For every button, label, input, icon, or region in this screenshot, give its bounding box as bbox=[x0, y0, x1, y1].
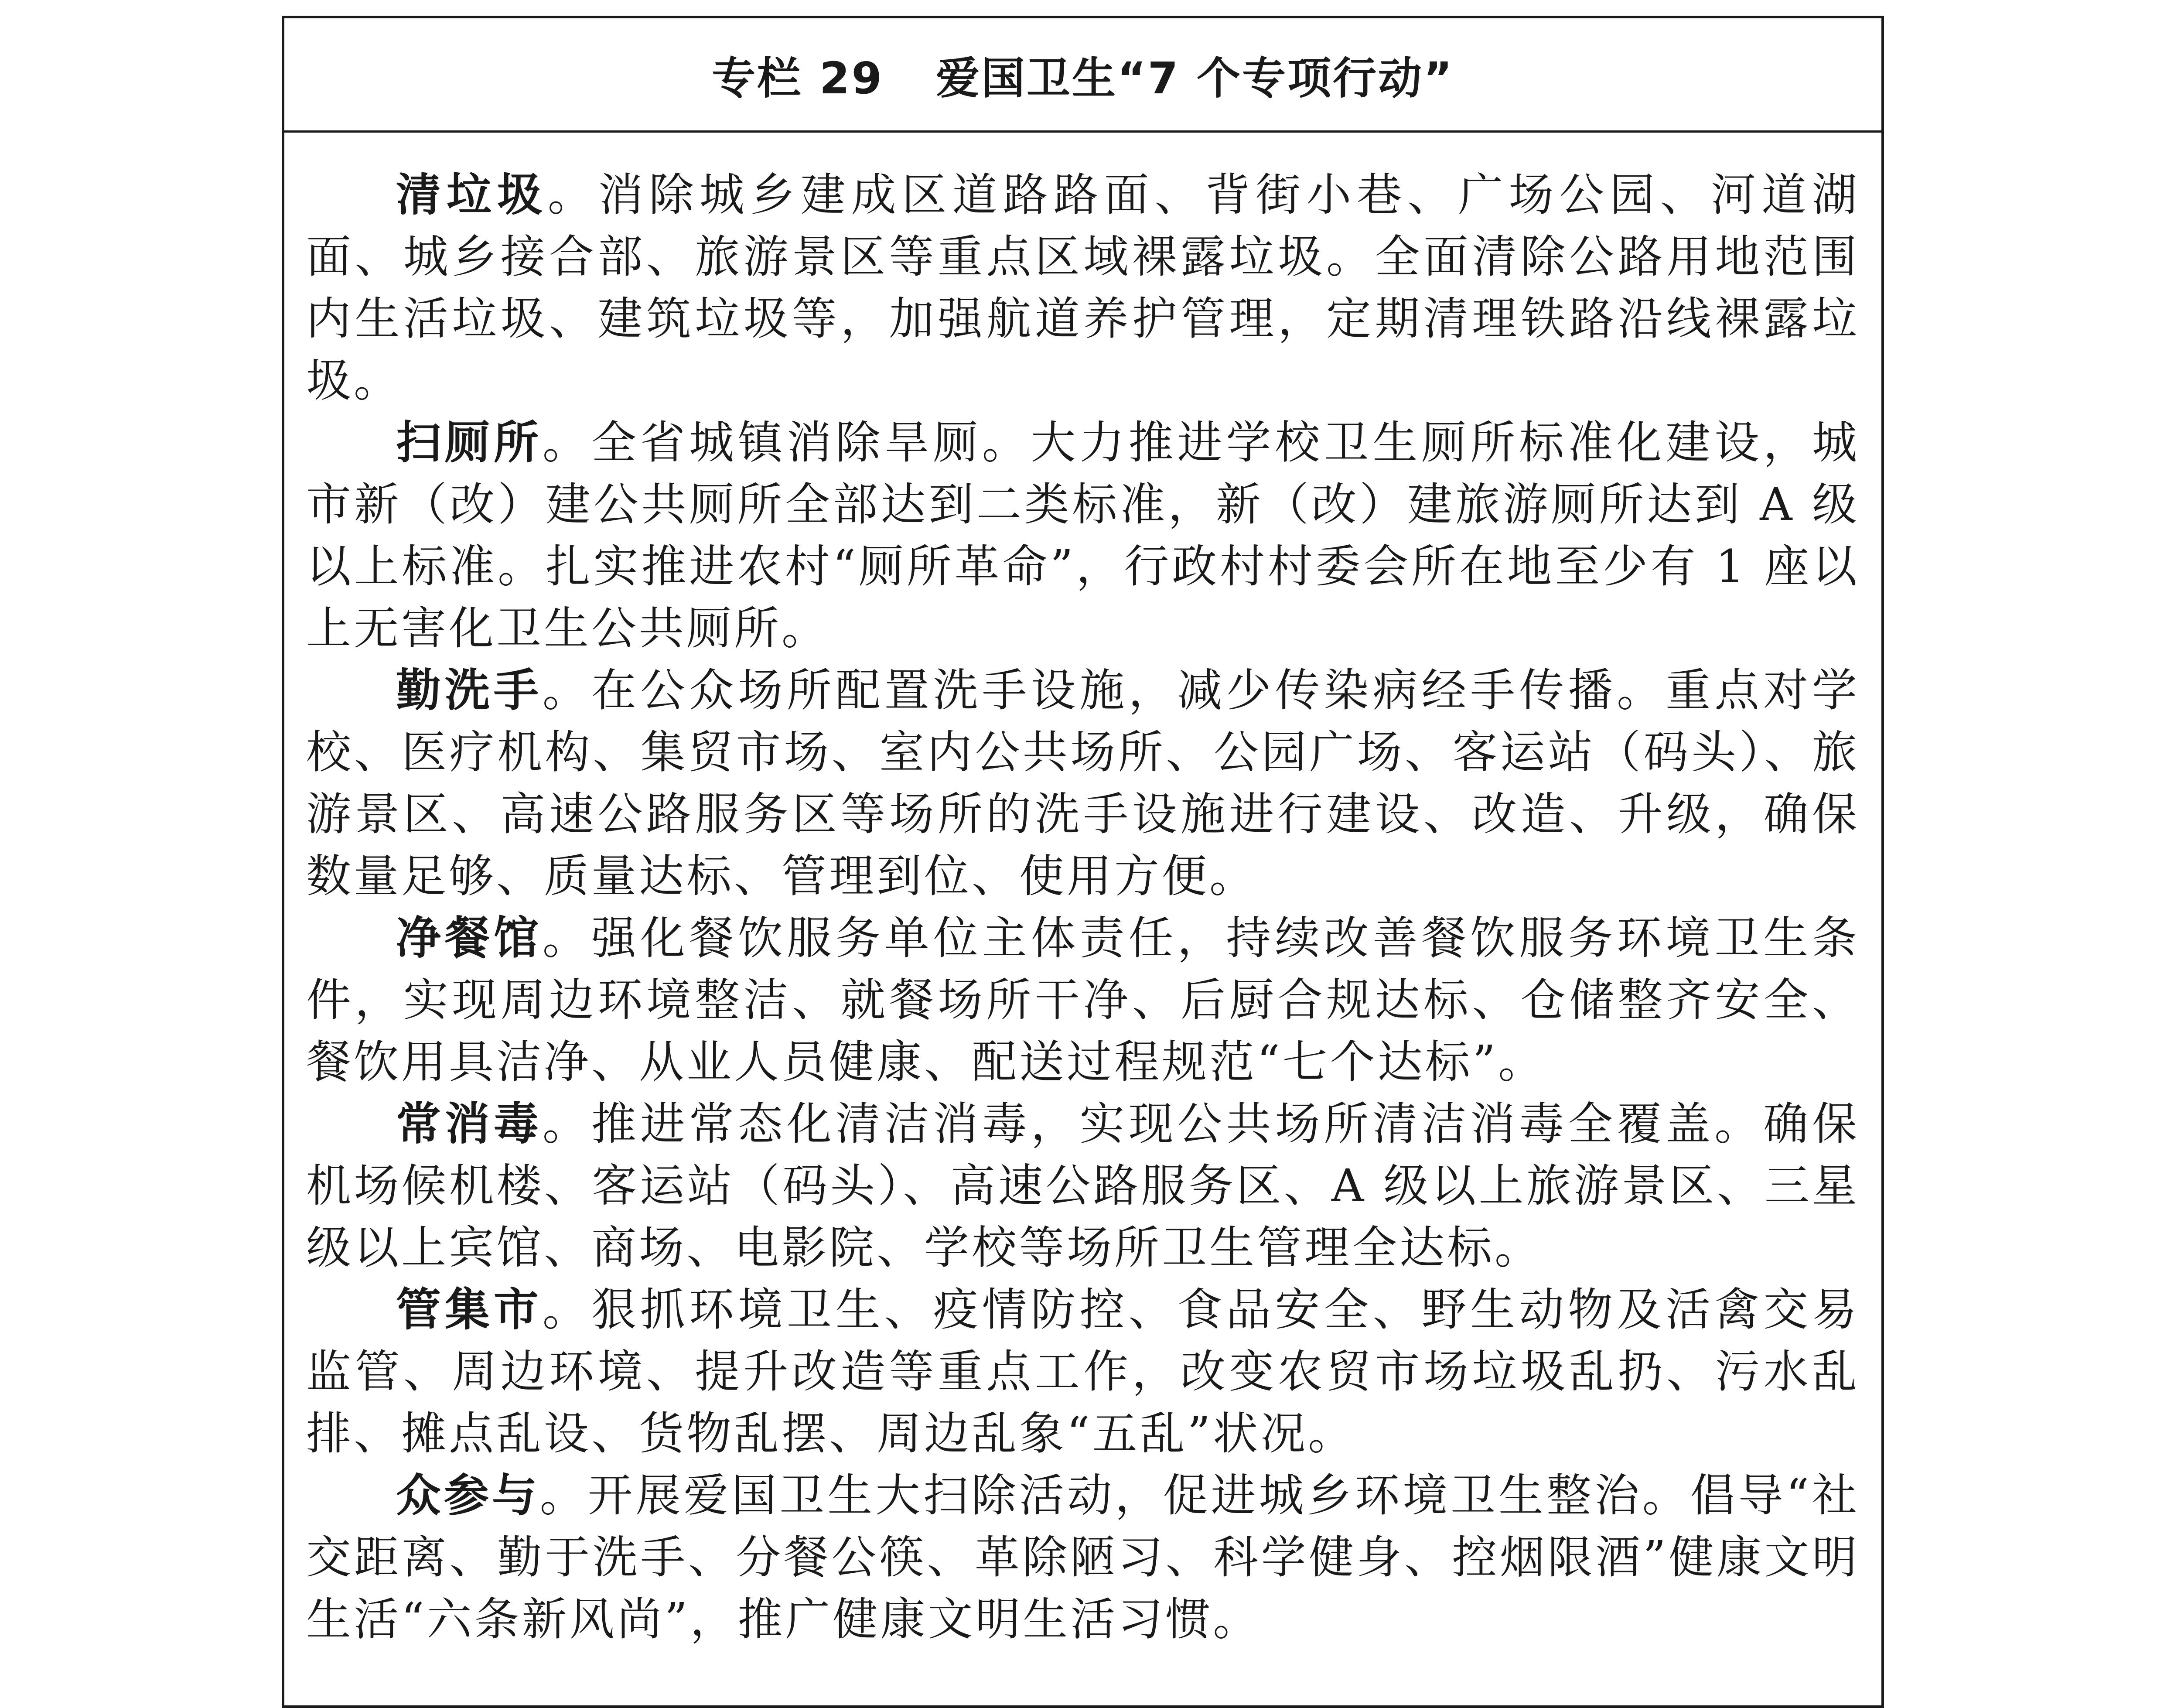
section-text: 。狠抓环境卫生、疫情防控、食品安全、野生动物及活禽交易监管、周边环境、提升改造等重点工作，改变农贸市场垃圾乱扔、污水乱排、摊点乱设、货物乱摆、周边乱象“五乱”状况。 bbox=[306, 1284, 1860, 1460]
section-lead: 扫厕所 bbox=[396, 417, 543, 469]
section-lead: 常消毒 bbox=[396, 1098, 543, 1150]
column-header bbox=[284, 18, 1881, 133]
section-lead: 众参与 bbox=[396, 1469, 540, 1522]
section-paragraph bbox=[306, 659, 1860, 907]
section-lead: 清垃圾 bbox=[396, 169, 548, 221]
section-paragraph bbox=[306, 907, 1860, 1093]
section-text: 。消除城乡建成区道路路面、背街小巷、广场公园、河道湖面、城乡接合部、旅游景区等重点区域裸露垃圾。全面清除公路用地范围内生活垃圾、建筑垃圾等，加强航道养护管理，定期清理铁路沿线裸露垃圾。 bbox=[306, 169, 1860, 407]
column-content bbox=[284, 133, 1881, 1650]
section-paragraph bbox=[306, 1465, 1860, 1650]
section-paragraph bbox=[306, 412, 1860, 659]
column-label: 专栏 29 bbox=[712, 52, 884, 104]
section-paragraph bbox=[306, 1093, 1860, 1279]
section-text: 。全省城镇消除旱厕。大力推进学校卫生厕所标准化建设，城市新（改）建公共厕所全部达到二类标准，新（改）建旅游厕所达到 A 级以上标准。扎实推进农村“厕所革命”，行政村村委会所在地至少有 1 座以上无害化卫生公共厕所。 bbox=[306, 417, 1860, 655]
section-lead: 勤洗手 bbox=[396, 664, 543, 717]
section-text: 。推进常态化清洁消毒，实现公共场所清洁消毒全覆盖。确保机场候机楼、客运站（码头）、高速公路服务区、A 级以上旅游景区、三星级以上宾馆、商场、电影院、学校等场所卫生管理全达标。 bbox=[306, 1098, 1860, 1274]
section-text: 。强化餐饮服务单位主体责任，持续改善餐饮服务环境卫生条件，实现周边环境整洁、就餐场所干净、后厨合规达标、仓储整齐安全、餐饮用具洁净、从业人员健康、配送过程规范“七个达标”。 bbox=[306, 912, 1860, 1088]
section-text: 。开展爱国卫生大扫除活动，促进城乡环境卫生整治。倡导“社交距离、勤于洗手、分餐公筷、革除陋习、科学健身、控烟限酒”健康文明生活“六条新风尚”，推广健康文明生活习惯。 bbox=[306, 1469, 1860, 1646]
column-title bbox=[712, 43, 1454, 106]
section-lead: 净餐馆 bbox=[396, 912, 543, 964]
section-paragraph bbox=[306, 1279, 1860, 1465]
column-heading: 爱国卫生“7 个专项行动” bbox=[936, 52, 1454, 104]
column-box bbox=[282, 16, 1884, 1708]
section-lead: 管集市 bbox=[396, 1284, 543, 1336]
section-paragraph bbox=[306, 164, 1860, 412]
section-text: 。在公众场所配置洗手设施，减少传染病经手传播。重点对学校、医疗机构、集贸市场、室内公共场所、公园广场、客运站（码头）、旅游景区、高速公路服务区等场所的洗手设施进行建设、改造、升级，确保数量足够、质量达标、管理到位、使用方便。 bbox=[306, 664, 1860, 902]
